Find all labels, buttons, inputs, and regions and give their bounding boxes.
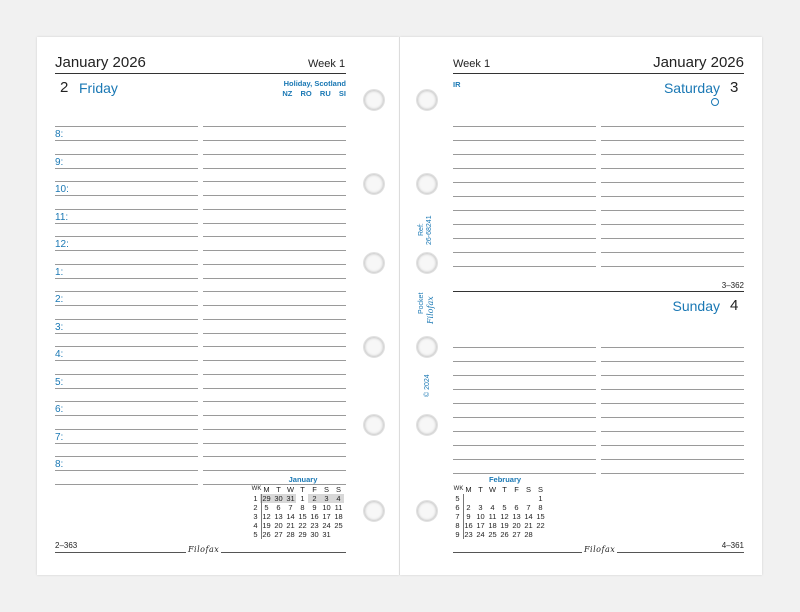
- right-header-rule: [453, 73, 744, 74]
- mini-calendar-day: 4: [336, 494, 341, 503]
- mini-calendar-day: 10: [476, 512, 485, 521]
- half-hour-line-right: [203, 415, 346, 416]
- mini-calendar-day: 6: [514, 503, 519, 512]
- gutter-brand-logo: Filofax: [426, 296, 435, 324]
- right-footer-number: 4–361: [721, 541, 744, 550]
- mini-calendar-day: 12: [262, 512, 271, 521]
- hour-line-right: [203, 181, 346, 182]
- ref-label: Ref:: [418, 223, 425, 236]
- mini-calendar-week-number: 5: [455, 494, 460, 503]
- half-hour-line-left: [55, 278, 198, 279]
- sunday-line-left: [453, 445, 596, 446]
- mini-calendar-day: 31: [322, 530, 331, 539]
- sunday-day-number: 4: [730, 297, 739, 314]
- hour-line-right: [203, 456, 346, 457]
- half-hour-line-right: [203, 140, 346, 141]
- mini-calendar-week-number: 7: [455, 512, 460, 521]
- mini-calendar-week-number: 5: [253, 530, 258, 539]
- saturday-line-left: [453, 154, 596, 155]
- mini-calendar-day: 20: [512, 521, 521, 530]
- mini-calendar-day: 2: [466, 503, 471, 512]
- sunday-line-right: [601, 375, 744, 376]
- right-brand-logo: Filofax: [584, 545, 616, 554]
- mini-calendar-day: 18: [488, 521, 497, 530]
- mini-calendar-day: 23: [464, 530, 473, 539]
- sunday-line-right: [601, 473, 744, 474]
- binder-hole-left-4: [363, 336, 385, 358]
- friday-day-number: 2: [60, 79, 69, 96]
- hour-label: 6:: [55, 404, 64, 415]
- mini-calendar-day: 29: [262, 494, 271, 503]
- mini-calendar-header: M: [263, 485, 270, 494]
- binder-hole-left-3: [363, 252, 385, 274]
- mini-calendar-header: T: [502, 485, 507, 494]
- mini-calendar-header: S: [323, 485, 329, 494]
- mini-calendar-day: 22: [298, 521, 307, 530]
- mini-calendar-day: 21: [524, 521, 533, 530]
- sunday-day-name: Sunday: [672, 298, 720, 314]
- mini-calendar-header: F: [514, 485, 519, 494]
- binder-hole-right-2: [416, 173, 438, 195]
- binder-hole-right-6: [416, 500, 438, 522]
- half-hour-line-right: [203, 360, 346, 361]
- saturday-line-left: [453, 140, 596, 141]
- hour-line-left: [55, 209, 198, 210]
- mini-calendar-day: 15: [536, 512, 545, 521]
- mini-calendar-week-number: 6: [455, 503, 460, 512]
- hour-line-left: [55, 346, 198, 347]
- sunday-line-left: [453, 361, 596, 362]
- mini-calendar-day: 9: [312, 503, 317, 512]
- half-hour-line-right: [203, 250, 346, 251]
- mini-calendar-day: 26: [500, 530, 509, 539]
- friday-day-name: Friday: [79, 80, 118, 96]
- binder-hole-right-1: [416, 89, 438, 111]
- mini-calendar-day: 17: [322, 512, 331, 521]
- sunday-line-left: [453, 431, 596, 432]
- half-hour-line-right: [203, 333, 346, 334]
- holiday-title: Holiday, Scotland: [283, 79, 346, 88]
- mini-calendar-header: T: [300, 485, 305, 494]
- half-hour-line-right: [203, 443, 346, 444]
- binder-hole-right-3: [416, 252, 438, 274]
- hour-label: 8:: [55, 459, 64, 470]
- mini-calendar-day: 24: [476, 530, 485, 539]
- mini-calendar-header: T: [478, 485, 483, 494]
- ir-note: IR: [453, 80, 461, 89]
- binder-hole-left-1: [363, 89, 385, 111]
- hour-line-right: [203, 346, 346, 347]
- mini-calendar-day: 8: [538, 503, 543, 512]
- mini-calendar-day: 11: [334, 503, 343, 512]
- mini-calendar-day: 5: [264, 503, 269, 512]
- mini-calendar-day: 27: [274, 530, 283, 539]
- saturday-line-left: [453, 196, 596, 197]
- mini-calendar-day: 15: [298, 512, 307, 521]
- mini-calendar-day: 30: [310, 530, 319, 539]
- mini-calendar-day: 12: [500, 512, 509, 521]
- mini-calendar-january: [251, 475, 351, 545]
- sunday-line-right: [601, 445, 744, 446]
- half-hour-line-left: [55, 360, 198, 361]
- hour-label: 1:: [55, 266, 64, 278]
- hour-line-left: [55, 264, 198, 265]
- day-divider-rule: [453, 291, 744, 292]
- saturday-line-left: [453, 224, 596, 225]
- mini-calendar-week-number: 1: [253, 494, 258, 503]
- saturday-line-left: [453, 266, 596, 267]
- sunday-line-left: [453, 347, 596, 348]
- left-header-rule: [55, 73, 346, 74]
- hour-line-left: [55, 374, 198, 375]
- mini-calendar-week-number: 3: [253, 512, 258, 521]
- hour-label: 11:: [55, 211, 69, 223]
- saturday-line-right: [601, 154, 744, 155]
- half-hour-line-right: [203, 305, 346, 306]
- mini-calendar-week-number: 4: [253, 521, 258, 530]
- sunday-line-left: [453, 459, 596, 460]
- hour-label: 9:: [55, 156, 64, 168]
- saturday-line-right: [601, 140, 744, 141]
- half-hour-line-left: [55, 470, 198, 471]
- hour-label: 5:: [55, 376, 64, 388]
- sunday-line-left: [453, 473, 596, 474]
- sunday-line-right: [601, 361, 744, 362]
- left-month-title: January 2026: [55, 54, 146, 71]
- mini-calendar-day: 5: [502, 503, 507, 512]
- mini-calendar-day: 18: [334, 512, 343, 521]
- sunday-line-left: [453, 403, 596, 404]
- left-brand-logo: Filofax: [188, 545, 220, 554]
- sunday-line-right: [601, 389, 744, 390]
- schedule-top-rule-left: [55, 126, 198, 127]
- mini-calendar-day: 7: [288, 503, 293, 512]
- mini-calendar-day: 19: [262, 521, 271, 530]
- half-hour-line-right: [203, 168, 346, 169]
- hour-label: 2:: [55, 294, 64, 305]
- hour-line-right: [203, 291, 346, 292]
- hour-label: 12:: [55, 239, 69, 250]
- hour-line-left: [55, 181, 198, 182]
- mini-calendar-day: 9: [466, 512, 471, 521]
- mini-calendar-day: 16: [310, 512, 319, 521]
- hour-line-left: [55, 236, 198, 237]
- mini-calendar-february: [453, 475, 553, 545]
- half-hour-line-right: [203, 195, 346, 196]
- saturday-line-right: [601, 168, 744, 169]
- mini-calendar-day: 23: [310, 521, 319, 530]
- binder-hole-right-4: [416, 336, 438, 358]
- half-hour-line-right: [203, 470, 346, 471]
- mini-calendar-day: 31: [286, 494, 295, 503]
- saturday-line-right: [601, 126, 744, 127]
- half-hour-line-left: [55, 305, 198, 306]
- hour-line-right: [203, 209, 346, 210]
- mini-calendar-day: 26: [262, 530, 271, 539]
- hour-line-right: [203, 401, 346, 402]
- saturday-line-right: [601, 224, 744, 225]
- mini-calendar-month-title: January: [288, 475, 318, 484]
- copyright-label: © 2024: [424, 374, 431, 397]
- mini-calendar-day: 1: [300, 494, 305, 503]
- sunday-line-left: [453, 375, 596, 376]
- saturday-line-left: [453, 126, 596, 127]
- mini-calendar-day: 19: [500, 521, 509, 530]
- hour-line-right: [203, 484, 346, 485]
- mini-calendar-header: F: [312, 485, 317, 494]
- mini-calendar-day: 25: [334, 521, 343, 530]
- sunday-line-left: [453, 417, 596, 418]
- hour-line-right: [203, 154, 346, 155]
- mini-calendar-day: 29: [298, 530, 307, 539]
- moon-phase-icon: [711, 98, 719, 106]
- sunday-line-right: [601, 459, 744, 460]
- mini-calendar-header: S: [335, 485, 341, 494]
- half-hour-line-left: [55, 195, 198, 196]
- sunday-line-right: [601, 403, 744, 404]
- hour-line-left: [55, 319, 198, 320]
- left-week-label: Week 1: [308, 58, 346, 70]
- left-footer-number: 2–363: [55, 541, 78, 550]
- hour-label: 7:: [55, 431, 64, 443]
- mini-calendar-day: 3: [324, 494, 329, 503]
- saturday-line-right: [601, 182, 744, 183]
- mini-calendar-day: 30: [274, 494, 283, 503]
- saturday-day-name: Saturday: [663, 80, 720, 96]
- hour-line-right: [203, 374, 346, 375]
- half-hour-line-left: [55, 333, 198, 334]
- half-hour-line-right: [203, 223, 346, 224]
- mini-calendar-day: 10: [322, 503, 331, 512]
- mini-calendar-day: 1: [538, 494, 543, 503]
- right-month-title: January 2026: [653, 54, 744, 71]
- mini-calendar-header: W: [286, 485, 295, 494]
- mini-calendar-day: 25: [488, 530, 497, 539]
- saturday-line-left: [453, 182, 596, 183]
- mini-calendar-header: W: [488, 485, 497, 494]
- mini-calendar-day: 22: [536, 521, 545, 530]
- mini-calendar-day: 14: [286, 512, 295, 521]
- mini-calendar-header: S: [537, 485, 543, 494]
- saturday-line-right: [601, 238, 744, 239]
- hour-line-left: [55, 154, 198, 155]
- saturday-line-left: [453, 168, 596, 169]
- saturday-line-left: [453, 210, 596, 211]
- half-hour-line-left: [55, 415, 198, 416]
- half-hour-line-left: [55, 140, 198, 141]
- mini-calendar-week-number: 9: [455, 530, 460, 539]
- sunday-line-left: [453, 389, 596, 390]
- mini-calendar-day: 14: [524, 512, 533, 521]
- mini-calendar-header: WK: [453, 486, 464, 492]
- size-label: Pocket: [418, 292, 425, 314]
- mini-calendar-header: T: [276, 485, 281, 494]
- half-hour-line-left: [55, 443, 198, 444]
- mini-calendar-day: 16: [464, 521, 473, 530]
- mini-calendar-header: S: [525, 485, 531, 494]
- mini-calendar-day: 24: [322, 521, 331, 530]
- mini-calendar-day: 17: [476, 521, 485, 530]
- saturday-line-left: [453, 252, 596, 253]
- mini-calendar-day: 28: [286, 530, 295, 539]
- mini-calendar-day: 20: [274, 521, 283, 530]
- hour-line-right: [203, 236, 346, 237]
- hour-line-left: [55, 401, 198, 402]
- saturday-line-right: [601, 266, 744, 267]
- hour-label: 8:: [55, 129, 64, 140]
- half-hour-line-left: [55, 168, 198, 169]
- mini-calendar-day: 2: [312, 494, 317, 503]
- sunday-line-right: [601, 347, 744, 348]
- hour-line-left: [55, 291, 198, 292]
- mini-calendar-day: 28: [524, 530, 533, 539]
- mini-calendar-day: 11: [488, 512, 497, 521]
- hour-label: 10:: [55, 184, 69, 195]
- half-hour-line-left: [55, 388, 198, 389]
- hour-label: 3:: [55, 321, 64, 333]
- right-week-label: Week 1: [453, 58, 491, 70]
- mini-calendar-header: WK: [251, 486, 262, 492]
- half-hour-line-left: [55, 250, 198, 251]
- mini-calendar-header: M: [465, 485, 472, 494]
- hour-line-right: [203, 429, 346, 430]
- saturday-line-right: [601, 252, 744, 253]
- hour-line-right: [203, 319, 346, 320]
- sunday-line-right: [601, 417, 744, 418]
- saturday-line-left: [453, 238, 596, 239]
- mini-calendar-day: 21: [286, 521, 295, 530]
- hour-line-right: [203, 264, 346, 265]
- half-hour-line-right: [203, 388, 346, 389]
- binder-hole-right-5: [416, 414, 438, 436]
- binder-hole-left-2: [363, 173, 385, 195]
- sunday-line-right: [601, 431, 744, 432]
- mini-calendar-week-number: 8: [455, 521, 460, 530]
- holiday-countries: NZ RO RU SI: [282, 89, 346, 98]
- mini-calendar-day: 27: [512, 530, 521, 539]
- mini-calendar-day: 6: [276, 503, 281, 512]
- saturday-footer-number: 3–362: [721, 281, 744, 290]
- mini-calendar-day: 3: [478, 503, 483, 512]
- mini-calendar-day: 13: [274, 512, 283, 521]
- binder-hole-left-6: [363, 500, 385, 522]
- hour-line-left: [55, 429, 198, 430]
- mini-calendar-week-number: 2: [253, 503, 258, 512]
- ref-code: 26-68241: [426, 215, 433, 245]
- mini-calendar-day: 4: [490, 503, 495, 512]
- half-hour-line-left: [55, 223, 198, 224]
- mini-calendar-month-title: February: [488, 475, 522, 484]
- page-gutter: [399, 37, 400, 575]
- hour-line-left: [55, 456, 198, 457]
- schedule-top-rule-right: [203, 126, 346, 127]
- saturday-line-right: [601, 210, 744, 211]
- hour-line-left: [55, 484, 198, 485]
- binder-hole-left-5: [363, 414, 385, 436]
- hour-label: 4:: [55, 349, 64, 360]
- saturday-day-number: 3: [730, 79, 739, 96]
- saturday-line-right: [601, 196, 744, 197]
- mini-calendar-day: 8: [300, 503, 305, 512]
- half-hour-line-right: [203, 278, 346, 279]
- mini-calendar-day: 7: [526, 503, 531, 512]
- mini-calendar-day: 13: [512, 512, 521, 521]
